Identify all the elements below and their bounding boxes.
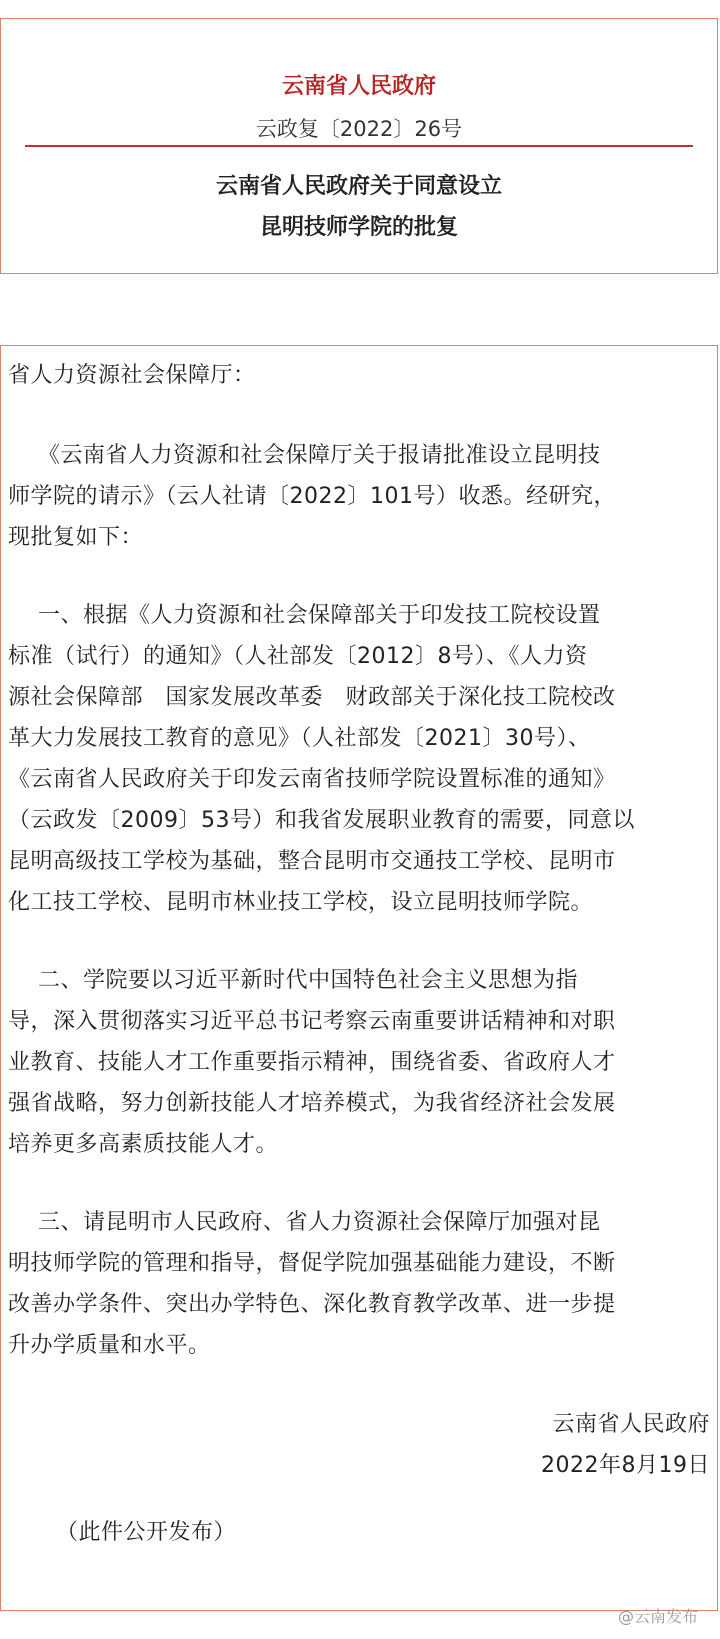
signature-date: 2022年8月19日 [541, 1453, 710, 1478]
body-line: 导，深入贯彻落实习近平总书记考察云南重要讲话精神和对职 [8, 1009, 616, 1034]
red-divider [25, 145, 693, 147]
publish-note: （此件公开发布） [56, 1520, 237, 1545]
body-line: 源社会保障部 国家发展改革委 财政部关于深化技工院校改 [8, 685, 616, 710]
body-line: 革大力发展技工教育的意见》（人社部发〔2021〕30号）、 [8, 726, 591, 751]
document-title-line-1: 云南省人民政府关于同意设立 [215, 174, 502, 199]
body-line: 强省战略，努力创新技能人才培养模式，为我省经济社会发展 [8, 1091, 616, 1116]
body-line: 培养更多高素质技能人才。 [8, 1132, 279, 1157]
document-title-line-2: 昆明技师学院的批复 [259, 215, 458, 240]
weibo-watermark: @云南发布 [617, 1607, 698, 1626]
signature-organization: 云南省人民政府 [552, 1412, 710, 1437]
document-header [0, 18, 718, 274]
body-line: 业教育、技能人才工作重要指示精神，围绕省委、省政府人才 [8, 1050, 616, 1075]
body-line: 《云南省人力资源和社会保障厅关于报请批准设立昆明技 [8, 443, 601, 468]
body-line: 改善办学条件、突出办学特色、深化教育教学改革、进一步提 [8, 1292, 616, 1317]
body-line: 昆明高级技工学校为基础，整合昆明市交通技工学校、昆明市 [8, 849, 616, 874]
body-line: 化工技工学校、昆明市林业技工学校，设立昆明技师学院。 [8, 890, 594, 915]
body-line: 一、根据《人力资源和社会保障部关于印发技工院校设置 [8, 603, 601, 628]
body-line: 升办学质量和水平。 [8, 1333, 211, 1358]
body-line: 现批复如下： [8, 525, 144, 550]
body-line: 标准（试行）的通知》（人社部发〔2012〕8号）、《人力资 [8, 644, 588, 669]
body-line: 二、学院要以习近平新时代中国特色社会主义思想为指 [8, 968, 578, 993]
document-number: 云政复〔2022〕26号 [255, 117, 463, 141]
body-line: 《云南省人民政府关于印发云南省技师学院设置标准的通知》 [8, 767, 616, 792]
body-line: 师学院的请示》（云人社请〔2022〕101号）收悉。经研究， [8, 484, 616, 509]
body-line: 省人力资源社会保障厅： [8, 363, 256, 388]
issuer-name: 云南省人民政府 [281, 74, 436, 99]
body-line: （云政发〔2009〕53号）和我省发展职业教育的需要，同意以 [8, 808, 635, 833]
body-line: 三、请昆明市人民政府、省人力资源社会保障厅加强对昆 [8, 1210, 601, 1235]
body-line: 明技师学院的管理和指导，督促学院加强基础能力建设，不断 [8, 1251, 616, 1276]
